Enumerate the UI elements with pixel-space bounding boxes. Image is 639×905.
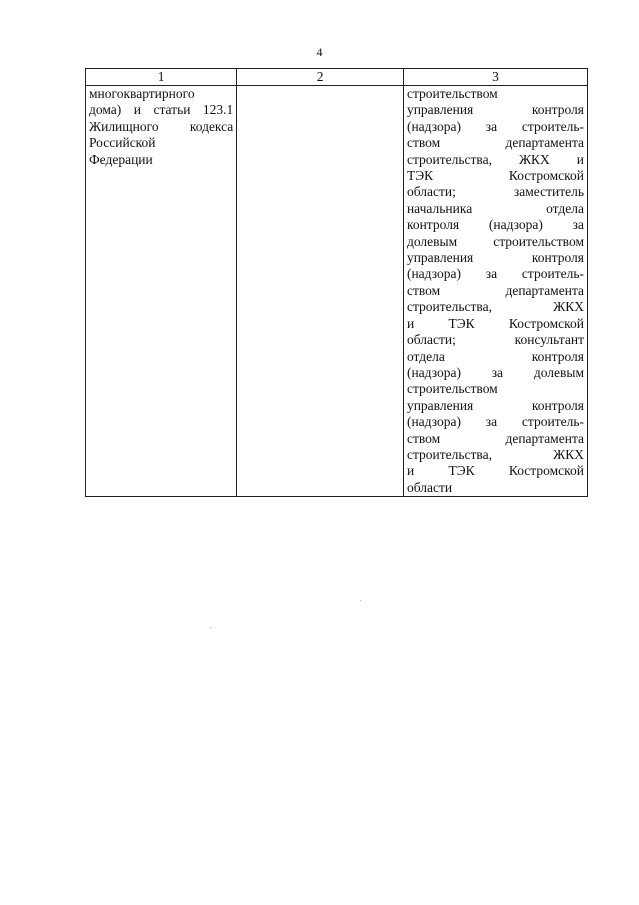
cell-text-line: отдела контроля [406,348,584,364]
cell-text-line: управления контроля [406,397,584,413]
cell-text-line: строительством [406,86,498,101]
cell-text-line: Жилищного кодекса [89,118,234,134]
cell-col-3 [403,86,587,497]
cell-text-line: управления контроля [406,102,584,118]
cell-text-line: ством департамента [406,135,584,151]
cell-text-line: (надзора) за строитель- [406,266,584,282]
cell-text-line: долевым строительством [406,233,584,249]
cell-text-line: ТЭК Костромской [406,168,584,184]
cell-text-line: Российской [89,135,156,151]
cell-text-line: контроля (надзора) за [406,217,584,233]
cell-text-line: многоквартирного [89,86,195,101]
cell-text-line: ством департамента [406,430,584,446]
cell-col-1 [86,86,237,497]
table-row [86,86,588,497]
cell-text-line: Федерации [89,151,153,167]
scan-speck [360,600,361,601]
cell-text-line: и ТЭК Костромской [406,463,584,479]
cell-text-line: строительства, ЖКХ [406,446,584,462]
scan-speck [210,627,211,628]
cell-text-line: и ТЭК Костромской [406,315,584,331]
cell-text-line: строительством [406,381,498,397]
column-header-3: 3 [403,69,587,86]
cell-text-line: ством департамента [406,282,584,298]
cell-text-line: строительства, ЖКХ и [406,151,584,167]
column-header-1: 1 [86,69,237,86]
cell-text-line: области [406,479,453,495]
cell-col-2 [237,86,404,497]
table-header-row [86,69,588,86]
document-table [85,68,588,497]
cell-text-line: управления контроля [406,250,584,266]
cell-text-line: (надзора) за долевым [406,364,584,380]
cell-text-line: начальника отдела [406,200,584,216]
cell-text-line: (надзора) за строитель- [406,118,584,134]
cell-text-line: области; заместитель [406,184,584,200]
cell-text-line: строительства, ЖКХ [406,299,584,315]
cell-text-line: области; консультант [406,332,584,348]
page-number: 4 [316,45,323,59]
column-header-2: 2 [237,69,404,86]
cell-text-line: (надзора) за строитель- [406,414,584,430]
cell-text-line: дома) и статьи 123.1 [89,102,234,118]
